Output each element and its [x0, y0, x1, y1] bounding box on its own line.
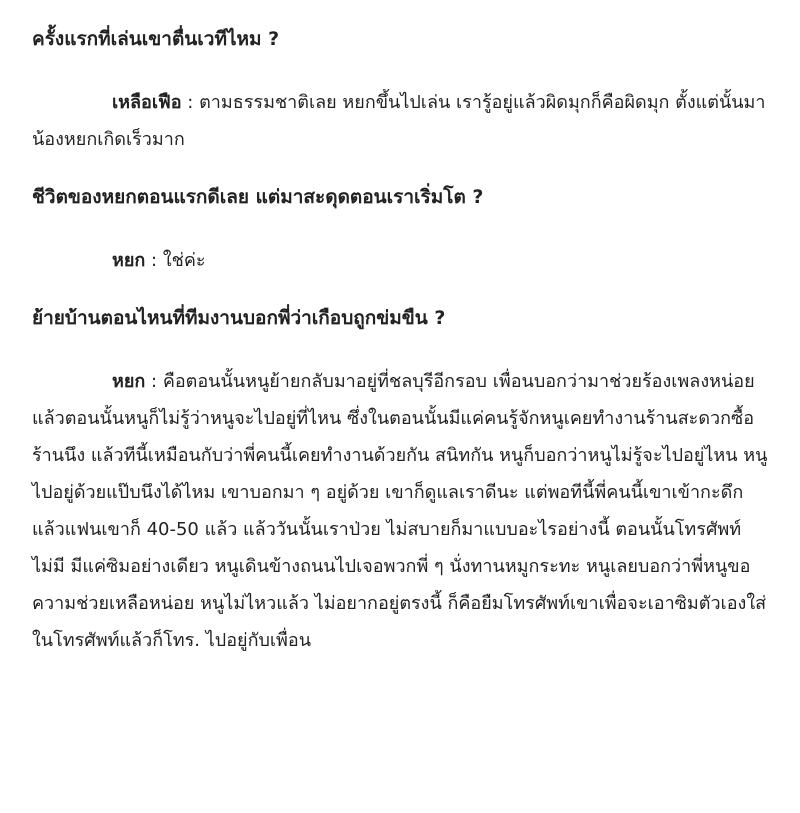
interview-answer — [32, 363, 770, 659]
interview-answer — [32, 84, 770, 158]
interview-question: ชีวิตของหยกตอนแรกดีเลย แต่มาสะดุดตอนเราเริ่มโต ? — [32, 186, 484, 208]
interview-question: ย้ายบ้านตอนไหนที่ทีมงานบอกพี่ว่าเกือบถูกข่มขืน ? — [32, 307, 446, 329]
answer-text: คือตอนนั้นหนูย้ายกลับมาอยู่ที่ชลบุรีอีกรอบ เพื่อนบอกว่ามาช่วยร้องเพลงหน่อย แล้วตอนนั้นหนูก็ไม่รู้ว่าหนูจะไปอยู่ที่ไหน ซึ่งในตอนนั้นมีแค่คนรู้จักหนูเคยทำงานร้านสะดวกซื้อร้านนึง แล้วทีนี้เหมือนกับว่าพี่คนนี้เคยทำงานด้วยกัน สนิทกัน หนูก็บอกว่าหนูไม่รู้จะไปอยู่ไหน หนูไปอยู่ด้วยแป๊บนึงได้ไหม เขาบอกมา ๆ อยู่ด้วย เขาก็ดูแลเราดีนะ แต่พอทีนี้พี่คนนี้เขาเข้ากะดึก แล้วแฟนเขาก็ 40-50 แล้ว แล้ววันนั้นเราป่วย ไม่สบายก็มาแบบอะไรอย่างนี้ ตอนนั้นโทรศัพท์ไม่มี มีแค่ซิมอย่างเดียว หนูเดินข้างถนนไปเจอพวกพี่ ๆ นั่งทานหมูกระทะ หนูเลยบอกว่าพี่หนูขอความช่วยเหลือหน่อย หนูไม่ไหวแล้ว ไม่อยากอยู่ตรงนี้ ก็คือยืมโทรศัพท์เขาเพื่อจะเอาซิมตัวเองใส่ในโทรศัพท์แล้วก็โทร. ไปอยู่กับเพื่อน — [32, 371, 768, 651]
speaker-separator: : — [145, 250, 163, 271]
speaker-name: หยก — [112, 371, 146, 392]
speaker-name: หยก — [112, 250, 146, 271]
speaker-separator: : — [181, 92, 200, 113]
answer-text: ตามธรรมชาติเลย หยกขึ้นไปเล่น เรารู้อยู่แล้วผิดมุกก็คือผิดมุก ตั้งแต่นั้นมาน้องหยกเกิดเร็วมาก — [32, 92, 766, 150]
speaker-separator: : — [145, 371, 163, 392]
interview-answer — [32, 242, 770, 279]
speaker-name: เหลือเฟือ — [112, 92, 182, 113]
interview-question: ครั้งแรกที่เล่นเขาตื่นเวทีไหม ? — [32, 28, 280, 50]
answer-text: ใช่ค่ะ — [162, 250, 206, 271]
